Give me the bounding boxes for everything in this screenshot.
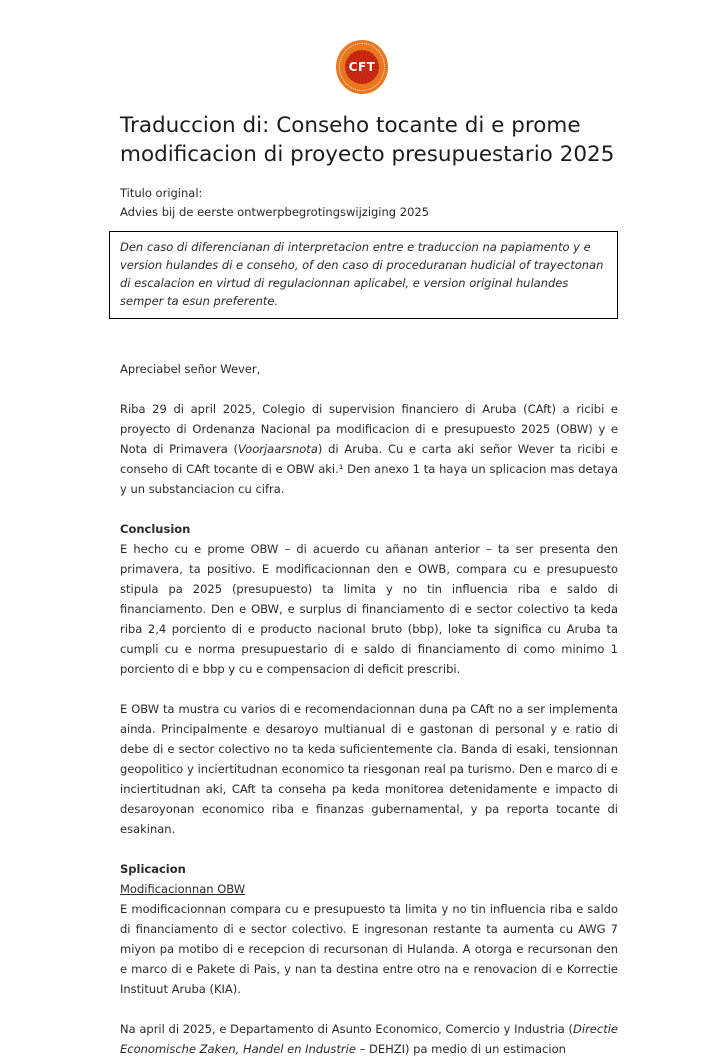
closing-paragraph: Na april di 2025, e Departamento di Asunto Economico, Comercio y Industria (Directie Economische Zaken, Handel en Industrie – DEHZI) pa medio di un estimacion	[120, 1022, 618, 1056]
modificacionnan-obw-subheading: Modificacionnan OBW	[120, 882, 246, 896]
modifications-paragraph: E modificacionnan compara cu e presupuesto ta limita y no tin influencia riba e saldo di financiamento di e sector colectivo. E ingresonan restante ta aumenta cu AWG 7 miyon pa motibo di e recepcion di recursonan di Hulanda. A otorga e recursonan den e marco di e Pakete di Pais, y nan ta destina entre otro na e renovacion di e Korrectie Instituut Aruba (KIA).	[120, 902, 618, 996]
translation-disclaimer-box: Den caso di diferencianan di interpretacion entre e traduccion na papiamento y e version hulandes di e conseho, of den caso di proceduranan hudicial of trayectonan di escalacion en virtud di regulacionnan aplicabel, e version original hulandes semper ta esun preferente.	[109, 231, 618, 319]
original-title-text: Advies bij de eerste ontwerpbegrotingswijziging 2025	[120, 205, 430, 219]
splicacion-heading: Splicacion	[120, 862, 186, 876]
letter-body	[120, 112, 618, 1059]
cft-logo-text: CFT	[345, 50, 379, 84]
conclusion-paragraph-1: E hecho cu e prome OBW – di acuerdo cu añanan anterior – ta ser presenta den primavera, ta positivo. E modificacionnan den e OWB, compara cu e presupuesto stipula pa 2025 (presupuesto) ta limita y no tin influencia riba e saldo di financiamento. Den e OBW, e surplus di financiamento di e sector colectivo ta keda riba 2,4 porciento di e producto nacional bruto (bbp), loke ta significa cu Aruba ta cumpli cu e norma presupuestario di e saldo di financiamento di como minimo 1 porciento di e bbp y cu e compensacion di deficit prescribi.	[120, 542, 618, 676]
cft-logo-ring	[336, 40, 388, 94]
original-title-label: Titulo original:	[120, 186, 203, 200]
document-title: Traduccion di: Conseho tocante di e prome modificacion di proyecto presupuestario 2025	[120, 113, 615, 167]
cft-logo	[336, 40, 388, 94]
conclusion-heading: Conclusion	[120, 522, 191, 536]
conclusion-paragraph-2: E OBW ta mustra cu varios di e recomendacionnan duna pa CAft no a ser implementa ainda. Principalmente e desaroyo multianual di e gastonan di personal y e ratio di debe di e sector colectivo no ta keda suficientemente cla. Banda di esaki, tensionnan geopolitico y inciertitudnan economico ta riesgonan real pa turismo. Den e marco di e inciertitudnan aki, CAft ta conseha pa keda monitorea detenidamente e impacto di desaroyonan economico riba e finanzas gubernamental, y pa reporta tocante di esakinan.	[120, 702, 618, 836]
salutation: Apreciabel señor Wever,	[120, 362, 261, 376]
original-title-block	[120, 184, 618, 222]
intro-paragraph: Riba 29 di april 2025, Colegio di supervision financiero di Aruba (CAft) a ricibi e proyecto di Ordenanza Nacional pa modificacion di e presupuesto 2025 (OBW) y e Nota di Primavera (Voorjaarsnota) di Aruba. Cu e carta aki señor Wever ta ricibi e conseho di CAft tocante di e OBW aki.¹ Den anexo 1 ta haya un splicacion mas detaya y un substanciacion cu cifra.	[120, 402, 618, 496]
